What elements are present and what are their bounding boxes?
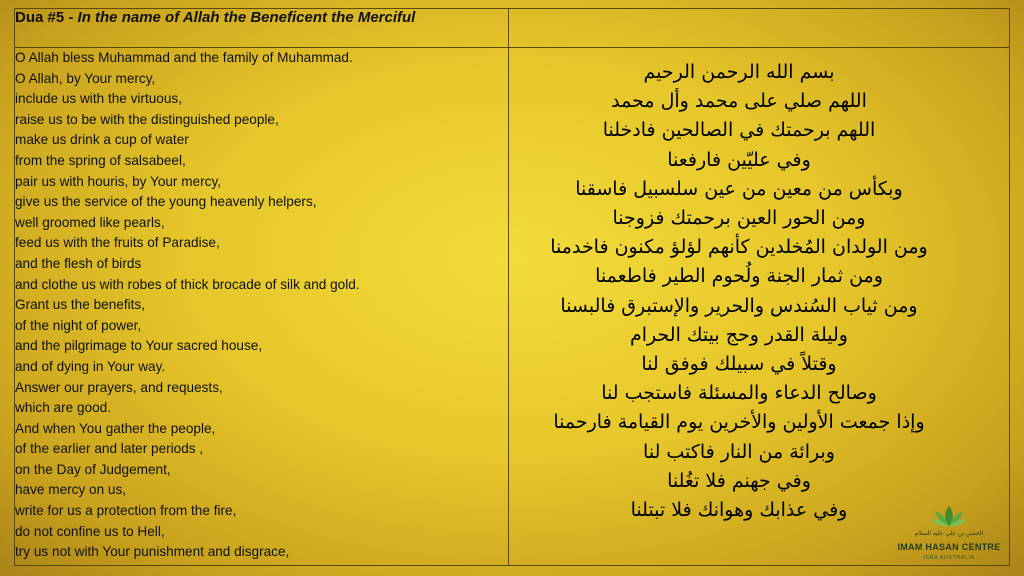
english-line: and of dying in Your way. <box>15 358 166 374</box>
english-line: raise us to be with the distinguished people, <box>15 111 279 127</box>
arabic-line: ومن ثمار الجنة ولُحوم الطير فاطعمنا <box>595 265 883 288</box>
logo-name: IMAM HASAN CENTRE <box>897 542 1001 552</box>
english-line: include us with the virtuous, <box>15 91 182 107</box>
english-translation-cell <box>15 48 509 566</box>
imam-hasan-centre-logo <box>894 504 1004 568</box>
dua-title: In the name of Allah the Beneficent the Merciful <box>77 9 416 26</box>
english-line: make us drink a cup of water <box>15 132 189 148</box>
english-line: of the earlier and later periods , <box>15 441 204 457</box>
arabic-text-block <box>509 58 969 525</box>
english-line: feed us with the fruits of Paradise, <box>15 235 220 251</box>
english-line: try us not with Your punishment and disgrace, <box>15 544 290 560</box>
english-line: from the spring of salsabeel, <box>15 152 186 168</box>
arabic-line: اللهم صلي على محمد وأل محمد <box>611 90 867 113</box>
arabic-line: وليلة القدر وحج بيتك الحرام <box>630 323 848 346</box>
arabic-line: بسم الله الرحمن الرحيم <box>643 61 835 83</box>
english-line: and the flesh of birds <box>15 255 142 271</box>
arabic-line: ومن ثياب السُندس والحرير والإستبرق فالبسنا <box>560 294 918 317</box>
arabic-line: وفي عليّين فارفعنا <box>667 148 811 171</box>
arabic-line: وصالح الدعاء والمسئلة فاستجب لنا <box>601 382 877 405</box>
arabic-line: وفي جهنم فلا تغُلنا <box>667 469 811 492</box>
english-line: and the pilgrimage to Your sacred house, <box>15 338 263 354</box>
arabic-line: ومن الحور العين برحمتك فزوجنا <box>612 207 866 230</box>
header-cell-empty <box>509 9 1010 48</box>
english-line: Grant us the benefits, <box>15 297 145 313</box>
english-line: have mercy on us, <box>15 482 127 498</box>
arabic-line: وقتلاً في سبيلك فوفق لنا <box>641 353 837 376</box>
english-line: and clothe us with robes of thick brocade of silk and gold. <box>15 276 360 292</box>
english-line: do not confine us to Hell, <box>15 523 165 539</box>
english-line: on the Day of Judgement, <box>15 461 171 477</box>
header-row <box>15 9 1010 48</box>
arabic-text-cell <box>509 48 1010 566</box>
logo-subtitle: ISRA AUSTRALIA <box>923 555 975 561</box>
arabic-line: وفي عذابك وهوانك فلا تبتلنا <box>630 499 848 522</box>
lotus-icon <box>930 504 968 530</box>
arabic-line: وبرائة من النار فاكتب لنا <box>643 440 835 463</box>
english-line: O Allah bless Muhammad and the family of Muhammad. <box>15 50 353 65</box>
english-line: write for us a protection from the fire, <box>15 503 237 519</box>
english-line: And when You gather the people, <box>15 420 216 436</box>
dua-number: Dua #5 - <box>15 9 78 26</box>
english-line: give us the service of the young heavenly helpers, <box>15 194 317 210</box>
english-line: of the night of power, <box>15 317 142 333</box>
arabic-line: اللهم برحمتك في الصالحين فادخلنا <box>602 119 876 142</box>
body-row <box>15 48 1010 566</box>
dua-table <box>14 8 1010 566</box>
arabic-line: وإذا جمعت الأولين والأخرين يوم القيامة فارحمنا <box>553 411 925 434</box>
english-line: well groomed like pearls, <box>15 214 165 230</box>
logo-arabic-text: الحسن بن علي عليه السلام <box>914 530 984 537</box>
arabic-line: وبكأس من معين من عين سلسبيل فاسقنا <box>575 177 903 200</box>
arabic-line: ومن الولدان المُخلدين كأنهم لؤلؤ مكنون فاخدمنا <box>550 236 928 259</box>
english-line: Answer our prayers, and requests, <box>15 379 223 395</box>
english-line: which are good. <box>15 400 111 416</box>
english-line: pair us with houris, by Your mercy, <box>15 173 222 189</box>
english-line: O Allah, by Your mercy, <box>15 70 156 86</box>
header-cell <box>15 9 509 48</box>
